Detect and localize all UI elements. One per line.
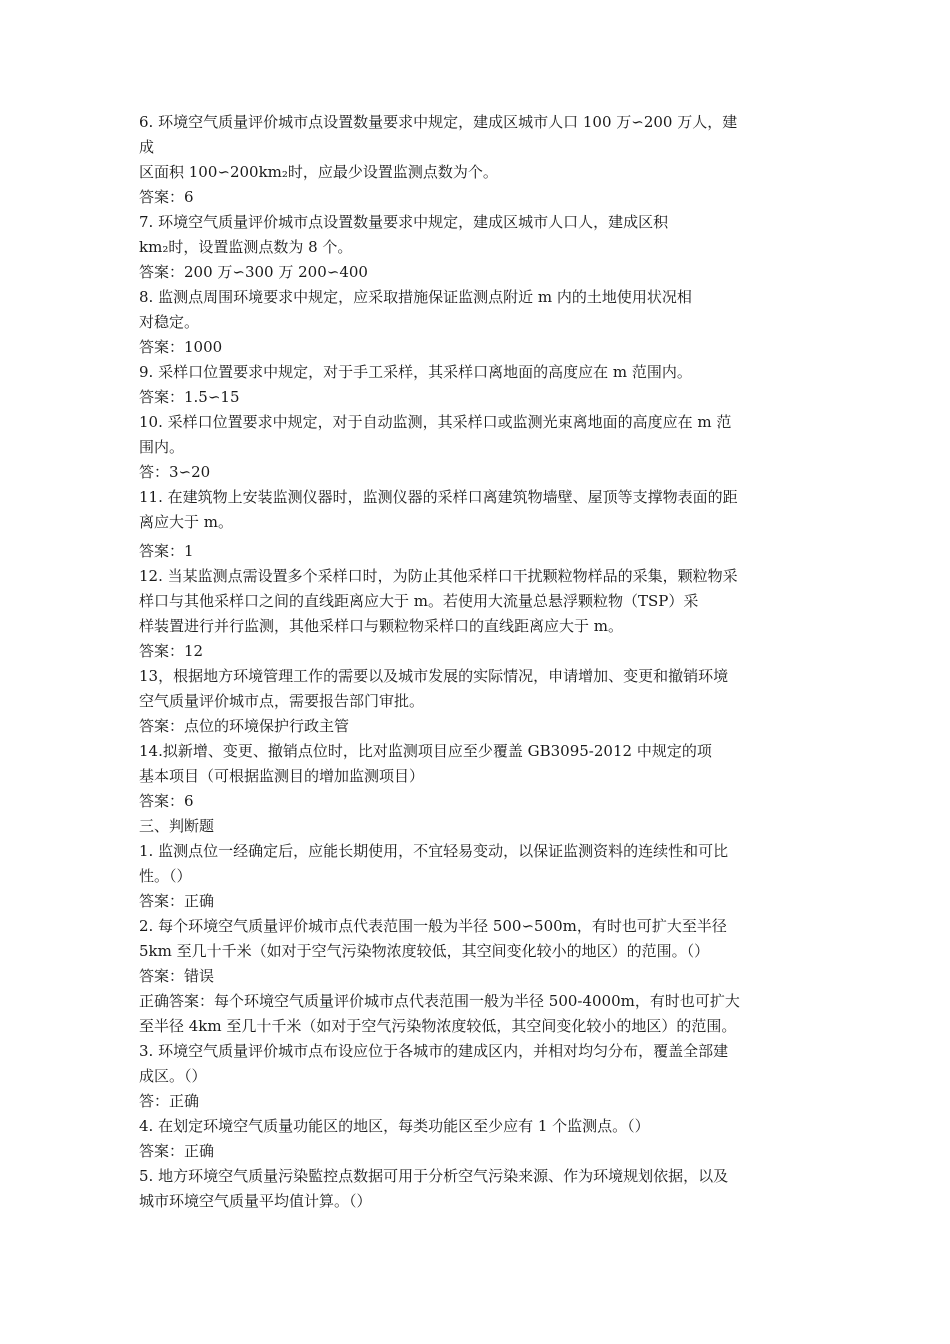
text-line: 成 [139, 138, 155, 156]
answer-line: 答案：点位的环境保护行政主管 [139, 717, 350, 735]
answer-line: 答案：200 万∽300 万 200∽400 [139, 263, 368, 281]
answer-line: 答案：6 [139, 188, 194, 206]
document-body [139, 110, 819, 1214]
answer-line: 答案：1.5∽15 [139, 388, 240, 406]
text-line: 5. 地方环境空气质量污染監控点数据可用于分析空气污染来源、作为环境规划依据，以及 [139, 1167, 729, 1185]
text-line: 11. 在建筑物上安装监测仪器时，监测仪器的采样口离建筑物墙壁、屋顶等支撑物表面的距 [139, 488, 738, 506]
answer-line: 答案：12 [139, 642, 204, 660]
answer-line: 答案：正确 [139, 892, 215, 910]
text-line: 城市环境空气质量平均值计算。（） [139, 1192, 372, 1210]
text-line: 性。（） [139, 867, 192, 885]
text-line: 9. 采样口位置要求中规定，对于手工采样，其采样口离地面的高度应在 m 范围内。 [139, 363, 692, 381]
text-line: 围内。 [139, 438, 185, 456]
text-line: 区面积 100∽200km₂时，应最少设置监测点数为个。 [139, 163, 498, 181]
text-line: 8. 监测点周围环境要求中规定，应采取措施保证监测点附近 m 内的土地使用状况相 [139, 288, 692, 306]
text-line: 14.拟新增、变更、撤销点位时，比对监测项目应至少覆盖 GB3095-2012 中规定的项 [139, 742, 712, 760]
text-line: 空气质量评价城市点，需要报告部门审批。 [139, 692, 425, 710]
text-line: 7. 环境空气质量评价城市点设置数量要求中规定，建成区城市人口人，建成区积 [139, 213, 669, 231]
text-line: 离应大于 m。 [139, 513, 233, 531]
text-line: 1. 监测点位一经确定后，应能长期使用，不宜轻易变动，以保证监测资料的连续性和可比 [139, 842, 729, 860]
text-line: 13，根据地方环境管理工作的需要以及城市发展的实际情况，申请增加、变更和撤销环境 [139, 667, 729, 685]
answer-line: 答案：正确 [139, 1142, 215, 1160]
text-line: 10. 采样口位置要求中规定，对于自动监测，其采样口或监测光束离地面的高度应在 m 范 [139, 413, 732, 431]
text-line: 对稳定。 [139, 313, 200, 331]
text-line: 4. 在划定环境空气质量功能区的地区，每类功能区至少应有 1 个监测点。（） [139, 1117, 650, 1135]
answer-line: 答案：6 [139, 792, 194, 810]
section-heading: 三、判断题 [139, 817, 215, 835]
text-line: 样装置进行并行监测，其他采样口与颗粒物采样口的直线距离应大于 m。 [139, 617, 623, 635]
answer-line: 答案：1 [139, 542, 194, 560]
text-line: 正确答案：每个环境空气质量评价城市点代表范围一般为半径 500-4000m，有时也可扩大 [139, 992, 740, 1010]
answer-line: 答：正确 [139, 1092, 200, 1110]
answer-line: 答：3∽20 [139, 463, 211, 481]
text-line: 样口与其他采样口之间的直线距离应大于 m。若使用大流量总悬浮颗粒物（TSP）采 [139, 592, 699, 610]
text-line: km₂时，设置监测点数为 8 个。 [139, 238, 353, 256]
answer-line: 答案：错误 [139, 967, 215, 985]
text-line: 至半径 4km 至几十千米（如对于空气污染物浓度较低，其空间变化较小的地区）的范围。 [139, 1017, 737, 1035]
text-line: 2. 每个环境空气质量评价城市点代表范围一般为半径 500∽500m，有时也可扩大至半径 [139, 917, 727, 935]
text-line: 5km 至几十千米（如对于空气污染物浓度较低，其空间变化较小的地区）的范围。（） [139, 942, 710, 960]
text-line: 基本项目（可根据监测目的增加监测项目） [139, 767, 425, 785]
text-line: 12. 当某监测点需设置多个采样口时，为防止其他采样口干扰颗粒物样品的采集，颗粒物采 [139, 567, 738, 585]
answer-line: 答案：1000 [139, 338, 223, 356]
text-line: 3. 环境空气质量评价城市点布设应位于各城市的建成区内，并相对均匀分布，覆盖全部建 [139, 1042, 729, 1060]
text-line: 成区。（） [139, 1067, 207, 1085]
text-line: 6. 环境空气质量评价城市点设置数量要求中规定，建成区城市人口 100 万∽200 万人，建 [139, 113, 738, 131]
